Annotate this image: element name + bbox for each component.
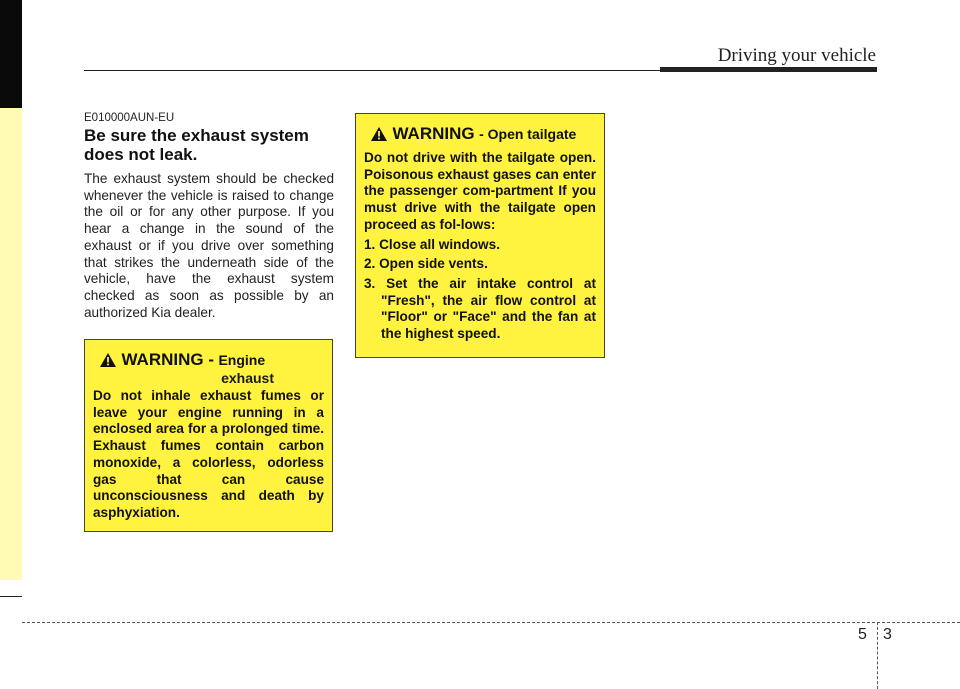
warning-body: Do not inhale exhaust fumes or leave your engine running in a enclosed area for a prolonged time. Exhaust fumes contain carbon monoxide, a colorless, odorless gas that can cause unconsciousness and death by asphyxiation.	[93, 388, 324, 520]
warning-subject: Engine	[218, 352, 266, 368]
footer-page-divider	[877, 622, 878, 689]
warning-subject-continued: exhaust	[221, 370, 274, 386]
section-heading: Be sure the exhaust system does not leak.	[84, 126, 309, 164]
warning-triangle-icon	[370, 126, 388, 142]
warning-subject: - Open tailgate	[479, 126, 577, 142]
warning-body: Do not drive with the tailgate open. Poisonous exhaust gases can enter the passenger com-partment If you must drive with the tailgate open proceed as fol-lows:	[364, 150, 596, 232]
list-item: 1. Close all windows.	[364, 236, 500, 252]
chapter-side-tab	[0, 0, 22, 580]
header-rule-thick	[660, 67, 877, 72]
warning-header	[364, 124, 596, 146]
section-body: The exhaust system should be checked whenever the vehicle is raised to change the oil or for any other purpose. If you hear a change in the sound of the exhaust or if you drive over something that strikes the underneath side of the vehicle, have the exhaust system checked as soon as possible by an authorized Kia dealer.	[84, 171, 334, 320]
warning-steps	[364, 237, 596, 343]
header-rule	[84, 70, 660, 71]
warning-label: WARNING -	[121, 350, 214, 369]
section-code: E010000AUN-EU	[84, 112, 175, 124]
page-header-title: Driving your vehicle	[717, 45, 876, 66]
warning-header	[93, 350, 324, 372]
footer-rule	[22, 622, 960, 623]
side-divider	[0, 596, 22, 597]
warning-box-open-tailgate	[355, 113, 605, 358]
chapter-tab-marker	[0, 0, 22, 108]
chapter-number: 5	[858, 626, 867, 643]
list-item: 2. Open side vents.	[364, 256, 488, 272]
page-number: 3	[883, 626, 892, 643]
warning-triangle-icon	[99, 352, 117, 368]
warning-label: WARNING	[392, 124, 475, 143]
list-item: 3. Set the air intake control at "Fresh", the air flow control at "Floor" or "Face" and the fan at the highest speed.	[364, 275, 596, 342]
warning-box-engine-exhaust	[84, 339, 333, 532]
